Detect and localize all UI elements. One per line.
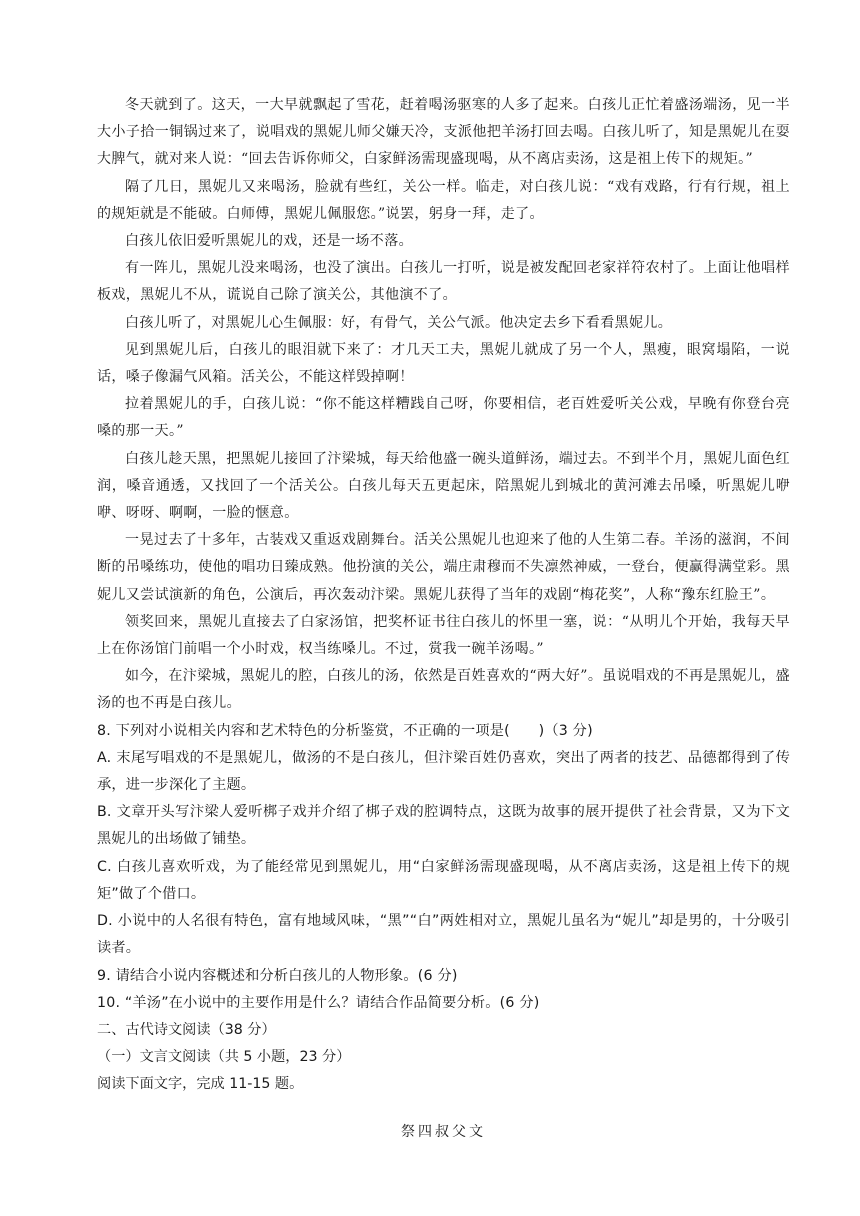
story-paragraph-6: 见到黑妮儿后，白孩儿的眼泪就下来了：才几天工夫，黑妮儿就成了另一个人，黑瘦，眼窝塌陷，一说话，嗓子像漏气风箱。活关公，不能这样毁掉啊！ (97, 341, 790, 386)
question-8-option-d: D. 小说中的人名很有特色，富有地域风味，“黑”“白”两姓相对立，黑妮儿虽名为“妮儿”却是男的，十分吸引读者。 (97, 913, 790, 957)
story-paragraph-5: 白孩儿听了，对黑妮儿心生佩服：好，有骨气，关公气派。他决定去乡下看看黑妮儿。 (125, 314, 673, 331)
question-10: 10. “羊汤”在小说中的主要作用是什么？请结合作品简要分析。(6 分) (97, 994, 540, 1011)
story-paragraph-1: 冬天就到了。这天，一大早就飘起了雪花，赶着喝汤驱寒的人多了起来。白孩儿正忙着盛汤端汤，见一半大小子拾一铜锅过来了，说唱戏的黑妮儿师父嫌天冷，支派他把羊汤打回去喝。白孩儿听了，知是黑妮儿在耍大脾气，就对来人说：“回去告诉你师父，白家鲜汤需现盛现喝，从不离店卖汤，这是祖上传下的规矩。” (97, 97, 790, 168)
story-paragraph-10: 领奖回来，黑妮儿直接去了白家汤馆，把奖杯证书往白孩儿的怀里一塞，说：“从明儿个开始，我每天早上在你汤馆门前唱一个小时戏，权当练嗓儿。不过，赏我一碗羊汤喝。” (97, 613, 790, 658)
reading-instruction: 阅读下面文字，完成 11-15 题。 (97, 1076, 304, 1093)
story-paragraph-3: 白孩儿依旧爱听黑妮儿的戏，还是一场不落。 (125, 233, 413, 250)
question-9: 9. 请结合小说内容概述和分析白孩儿的人物形象。(6 分) (97, 967, 458, 984)
story-paragraph-9: 一晃过去了十多年，古装戏又重返戏剧舞台。活关公黑妮儿也迎来了他的人生第二春。羊汤的滋润，不间断的吊嗓练功，使他的唱功日臻成熟。他扮演的关公，端庄肃穆而不失凛然神威，一登台，便赢得满堂彩。黑妮儿又尝试演新的角色，公演后，再次轰动汴梁。黑妮儿获得了当年的戏剧“梅花奖”，人称“豫东红脸王”。 (97, 532, 790, 603)
question-8-option-a: A. 末尾写唱戏的不是黑妮儿，做汤的不是白孩儿，但汴梁百姓仍喜欢，突出了两者的技艺、品德都得到了传承，进一步深化了主题。 (97, 749, 790, 794)
story-paragraph-7: 拉着黑妮儿的手，白孩儿说：“你不能这样糟践自己呀，你要相信，老百姓爱听关公戏，早晚有你登台亮嗓的那一天。” (97, 396, 790, 440)
question-8-stem: 8. 下列对小说相关内容和艺术特色的分析鉴赏，不正确的一项是( )（3 分) (97, 722, 593, 739)
question-8-option-c: C. 白孩儿喜欢听戏，为了能经常见到黑妮儿，用“白家鲜汤需现盛现喝，从不离店卖汤，这是祖上传下的规矩”做了个借口。 (97, 858, 790, 902)
question-8 (97, 718, 790, 963)
subsection-heading: （一）文言文阅读（共 5 小题，23 分） (97, 1049, 351, 1066)
section-heading: 二、古代诗文阅读（38 分） (97, 1021, 276, 1038)
story-text (97, 92, 790, 718)
story-paragraph-4: 有一阵儿，黑妮儿没来喝汤，也没了演出。白孩儿一打听，说是被发配回老家祥符农村了。上面让他唱样板戏，黑妮儿不从，谎说自己除了演关公，其他演不了。 (97, 260, 790, 304)
passage-title: 祭四叔父文 (401, 1123, 486, 1140)
story-paragraph-2: 隔了几日，黑妮儿又来喝汤，脸就有些红，关公一样。临走，对白孩儿说：“戏有戏路，行有行规，祖上的规矩就是不能破。白师傅，黑妮儿佩服您。”说罢，躬身一拜，走了。 (97, 178, 790, 222)
question-8-option-b: B. 文章开头写汴梁人爱听梆子戏并介绍了梆子戏的腔调特点，这既为故事的展开提供了社会背景，又为下文黑妮儿的出场做了铺垫。 (97, 804, 790, 848)
story-paragraph-11: 如今，在汴梁城，黑妮儿的腔，白孩儿的汤，依然是百姓喜欢的“两大好”。虽说唱戏的不再是黑妮儿，盛汤的也不再是白孩儿。 (97, 668, 790, 712)
story-paragraph-8: 白孩儿趁天黑，把黑妮儿接回了汴梁城，每天给他盛一碗头道鲜汤，端过去。不到半个月，黑妮儿面色红润，嗓音通透，又找回了一个活关公。白孩儿每天五更起床，陪黑妮儿到城北的黄河滩去吊嗓，听黑妮儿咿咿、呀呀、啊啊，一脸的惬意。 (97, 450, 790, 522)
